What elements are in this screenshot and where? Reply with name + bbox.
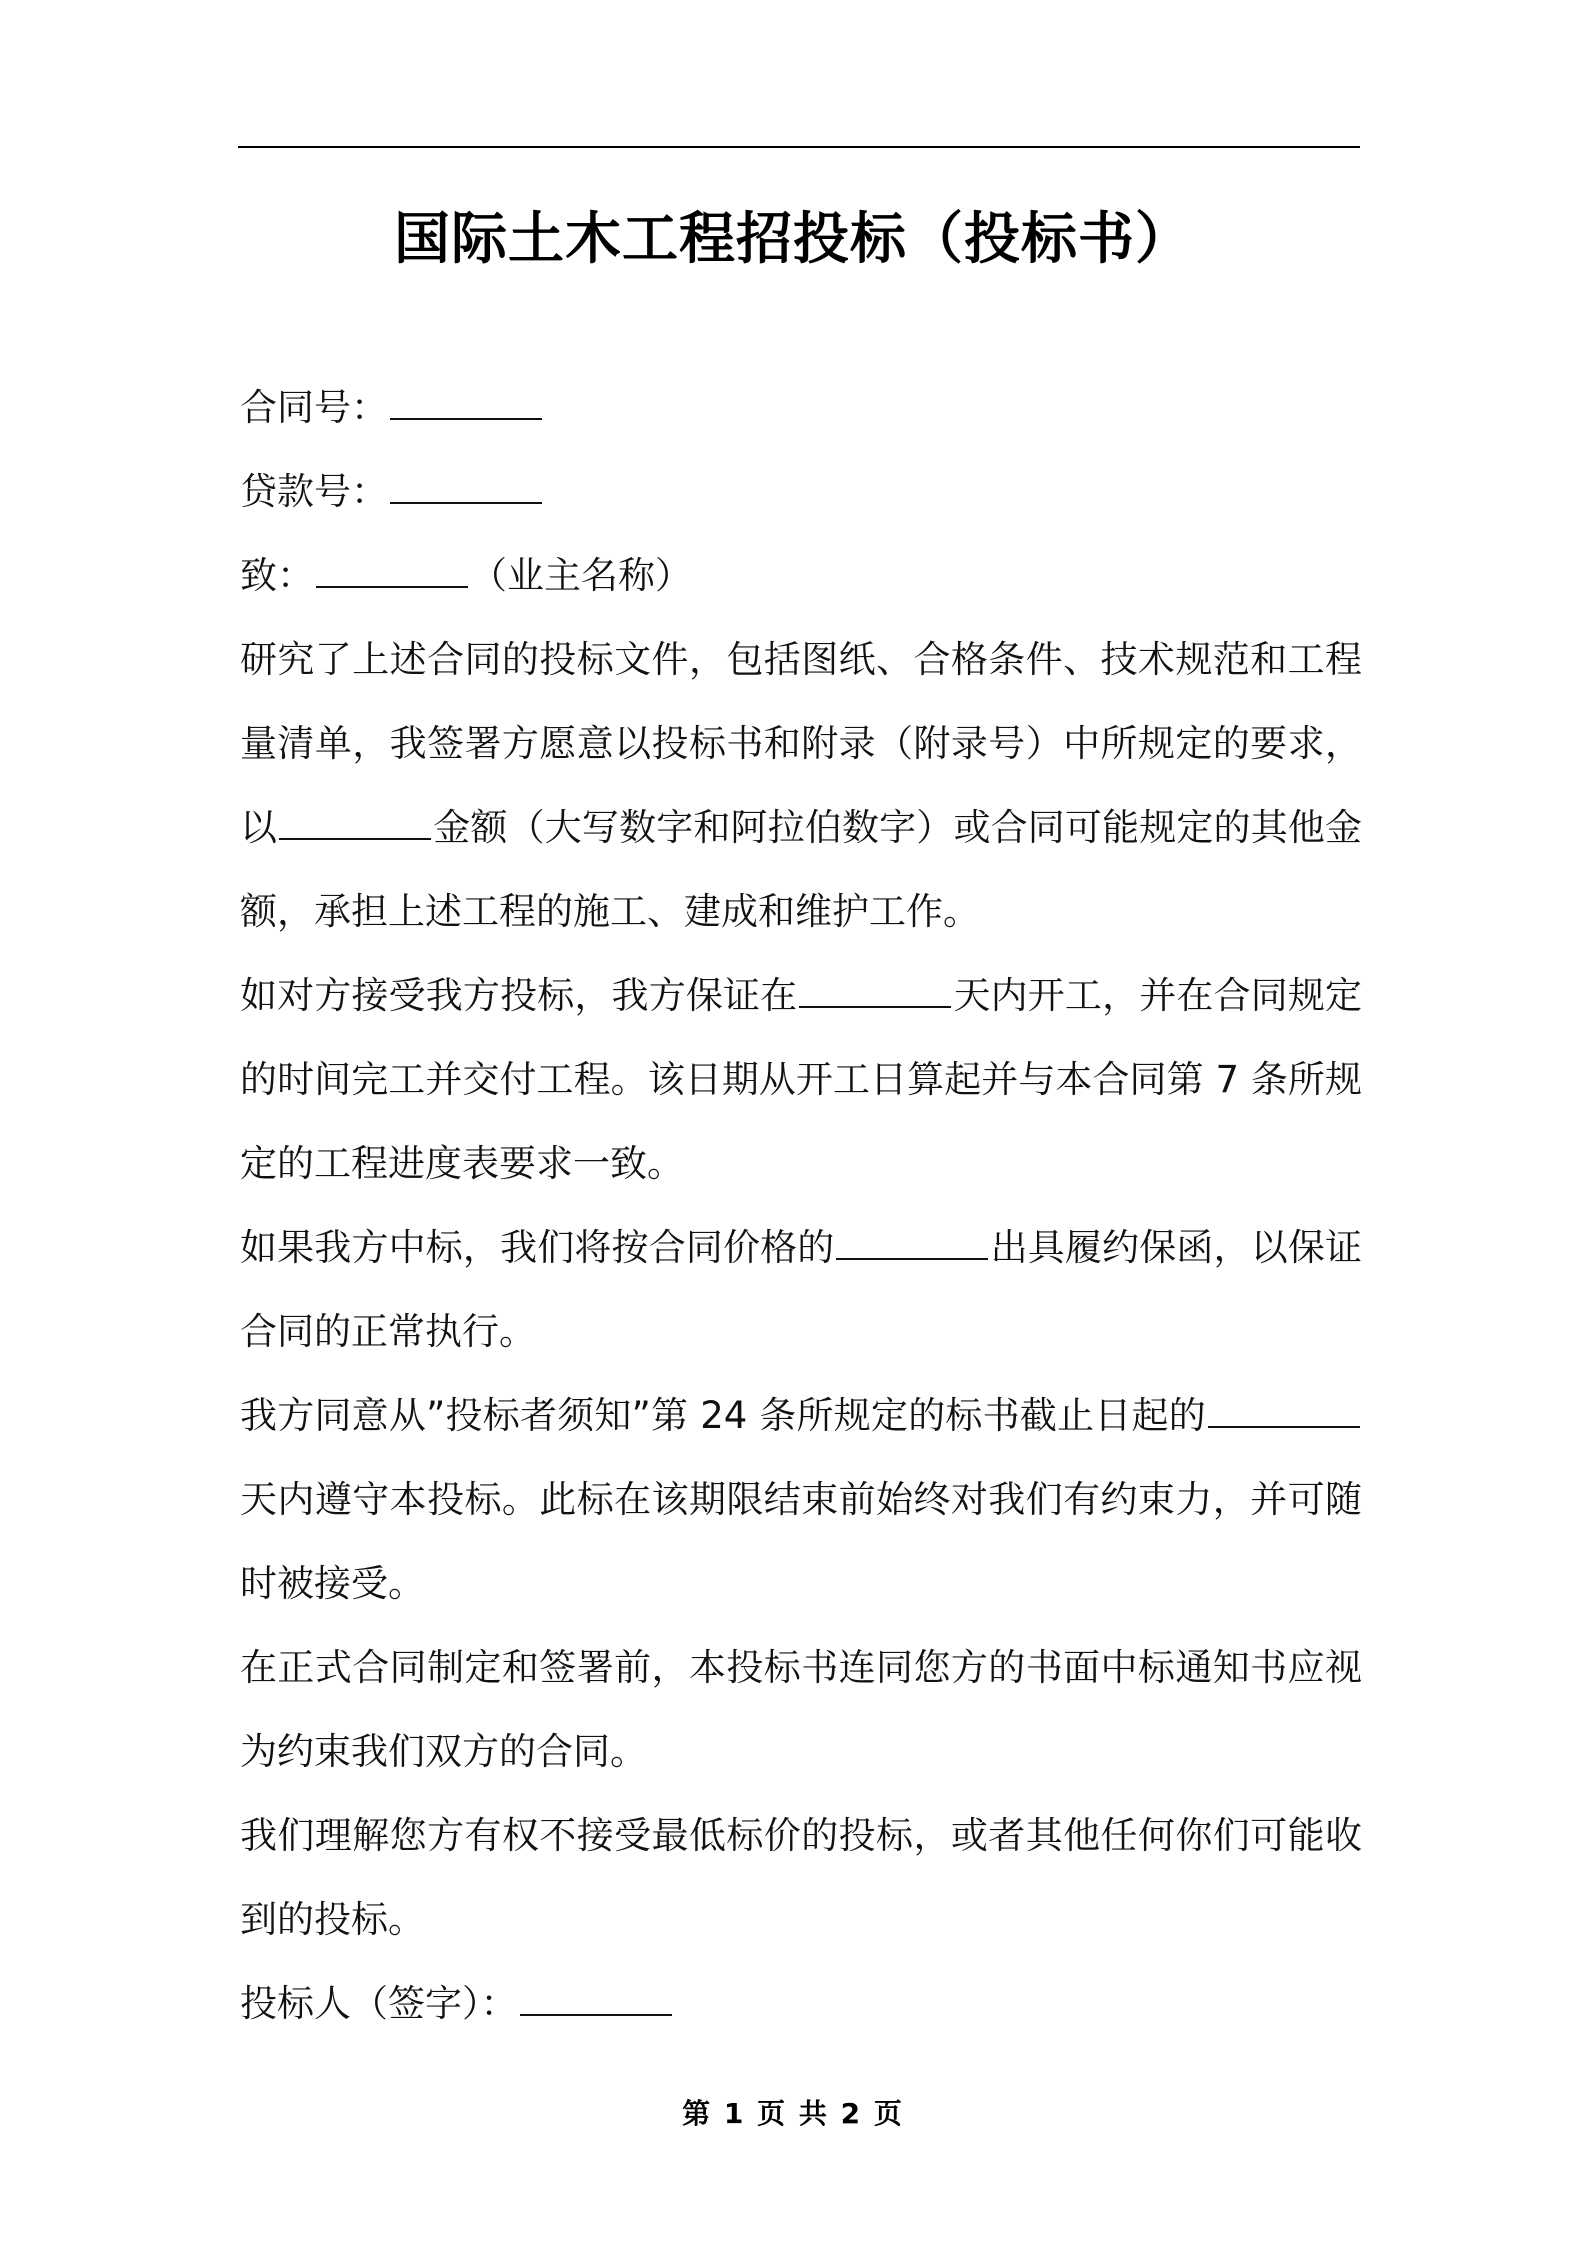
paragraph-bid-amount xyxy=(240,618,1362,954)
paragraph-start-date-part1: 如对方接受我方投标，我方保证在 xyxy=(240,974,798,1017)
bid-amount-blank xyxy=(279,837,431,840)
signature-line xyxy=(240,1962,1362,2046)
paragraph-start-date xyxy=(240,954,1362,1206)
paragraph-binding-contract: 在正式合同制定和签署前，本投标书连同您方的书面中标通知书应视为约束我们双方的合同。 xyxy=(240,1646,1362,1773)
owner-name-blank xyxy=(316,585,468,588)
paragraph-bid-amount-part1: 研究了上述合同的投标文件，包括图纸、合格条件、技术规范和工程量清单，我签署方愿意以投标书和附录（附录号）中所规定的要求，以 xyxy=(240,638,1362,849)
addressee-suffix: （业主名称） xyxy=(470,554,692,597)
paragraph-performance-bond xyxy=(240,1206,1362,1374)
contract-number-blank xyxy=(390,417,542,420)
loan-number-line xyxy=(240,450,1362,534)
contract-number-label: 合同号： xyxy=(240,386,388,429)
paragraph-performance-bond-part2: 出具履约保函，以保证合同的正常执行。 xyxy=(240,1226,1363,1353)
start-days-blank xyxy=(799,1005,951,1008)
validity-days-blank xyxy=(1208,1425,1360,1428)
paragraph-bid-amount-part2: 金额（大写数字和阿拉伯数字）或合同可能规定的其他金额，承担上述工程的施工、建成和维护工作。 xyxy=(240,806,1363,933)
paragraph-validity-part1: 我方同意从”投标者须知”第 24 条所规定的标书截止日起的 xyxy=(240,1394,1206,1437)
paragraph-validity-part2: 天内遵守本投标。此标在该期限结束前始终对我们有约束力，并可随时被接受。 xyxy=(240,1478,1362,1605)
paragraph-start-date-part2: 天内开工，并在合同规定的时间完工并交付工程。该日期从开工日算起并与本合同第 7 条所规定的工程进度表要求一致。 xyxy=(240,974,1363,1185)
page-indicator: 第 1 页 共 2 页 xyxy=(682,2097,904,2130)
paragraph-lowest-bid: 我们理解您方有权不接受最低标价的投标，或者其他任何你们可能收到的投标。 xyxy=(240,1814,1362,1941)
header-rule xyxy=(238,146,1360,148)
document-body xyxy=(240,366,1362,2046)
bond-percentage-blank xyxy=(836,1257,988,1260)
signature-label: 投标人（签字）： xyxy=(240,1982,518,2025)
paragraph-performance-bond-part1: 如果我方中标，我们将按合同价格的 xyxy=(240,1226,835,1269)
loan-number-label: 贷款号： xyxy=(240,470,388,513)
document-title: 国际土木工程招投标（投标书） xyxy=(394,207,1192,272)
contract-number-line xyxy=(240,366,1362,450)
addressee-label: 致： xyxy=(240,554,314,597)
paragraph-validity xyxy=(240,1374,1362,1626)
loan-number-blank xyxy=(390,501,542,504)
addressee-line xyxy=(240,534,1362,618)
signature-blank xyxy=(520,2013,672,2016)
